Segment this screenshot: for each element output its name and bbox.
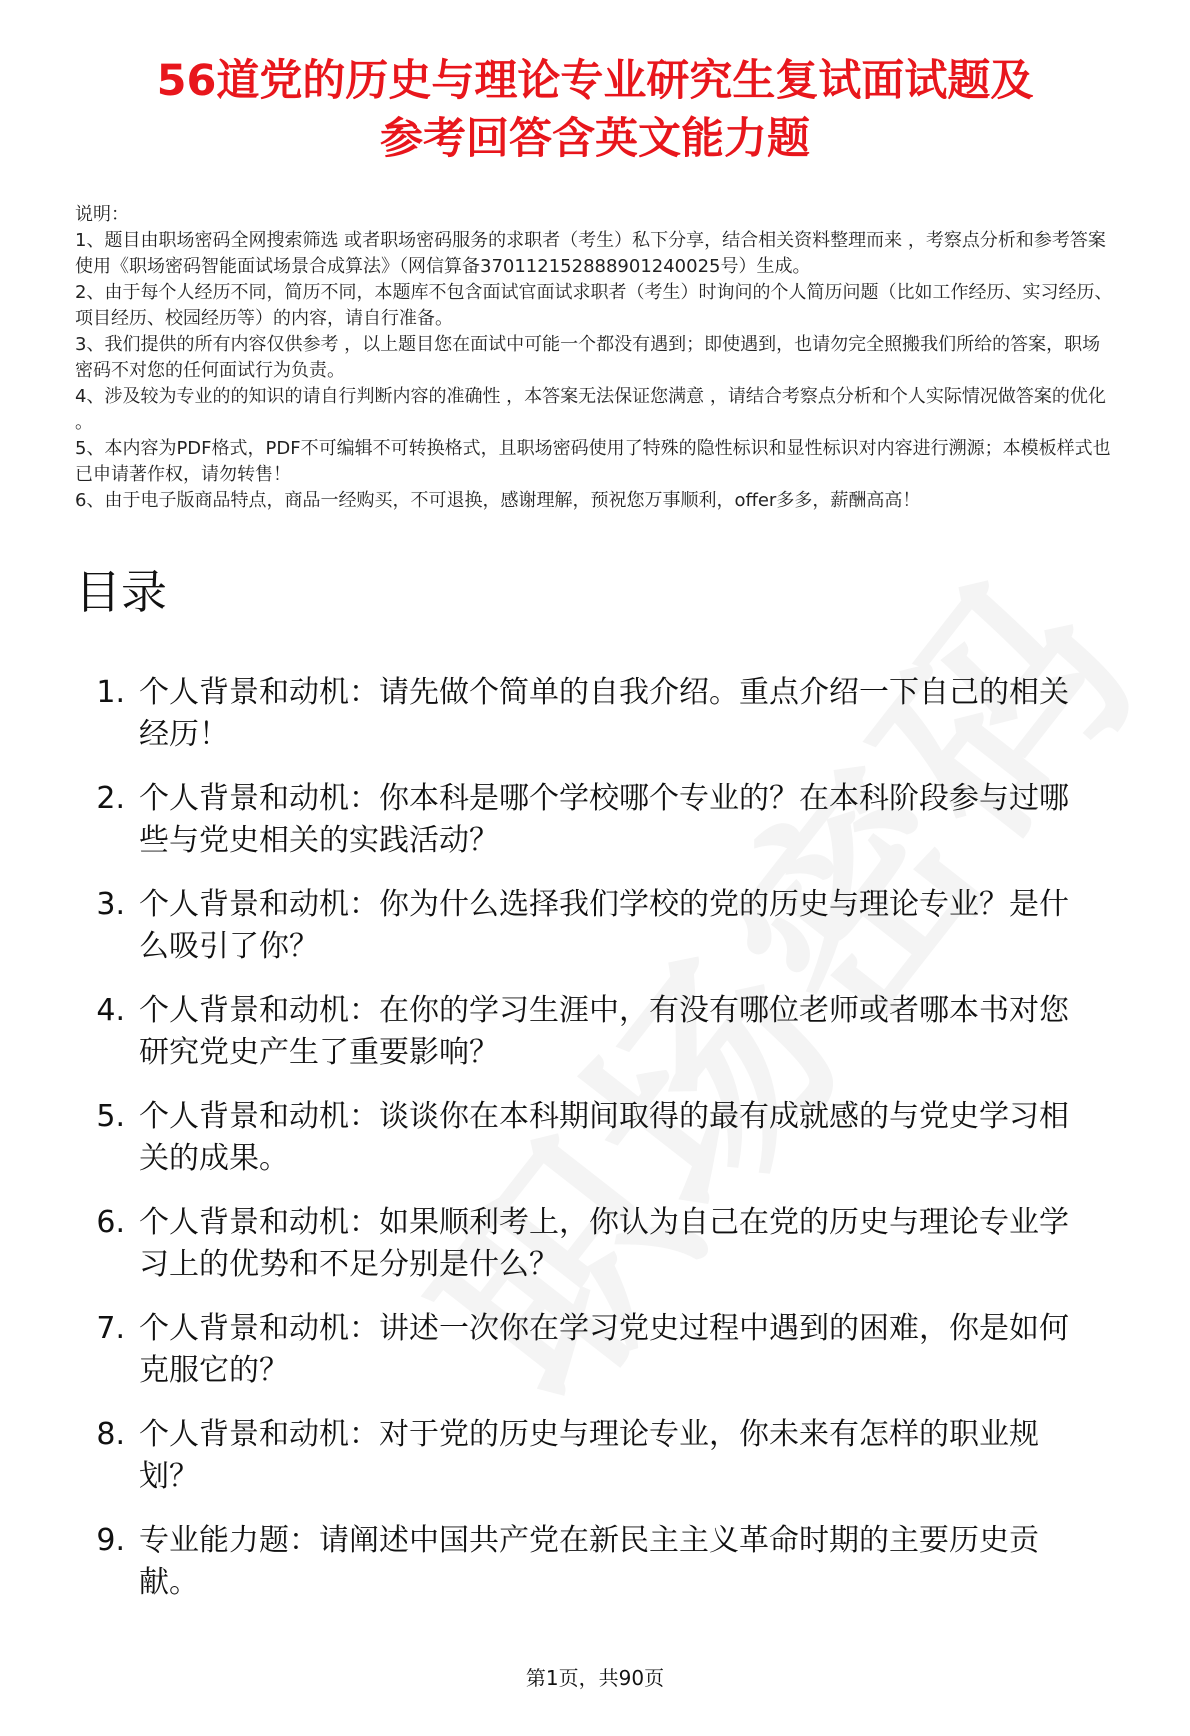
toc-heading: 目录 [75,565,167,619]
toc-item-text: 个人背景和动机：你为什么选择我们学校的党的历史与理论专业？是什么吸引了你？ [139,887,1069,964]
toc-list [75,672,1115,1604]
disclaimer-notes [75,202,1115,514]
document-page [0,52,1190,1604]
toc-item-text: 个人背景和动机：请先做个简单的自我介绍。重点介绍一下自己的相关经历！ [139,675,1069,752]
toc-item-number: 3. [96,887,125,922]
note-item: 6、由于电子版商品特点，商品一经购买，不可退换，感谢理解，预祝您万事顺利，offer多多，薪酬高高！ [75,490,921,511]
toc-item[interactable] [75,990,1115,1074]
document-title-line-2: 参考回答含英文能力题 [380,114,810,164]
toc-item[interactable] [75,884,1115,968]
toc-item[interactable] [75,672,1115,756]
toc-item[interactable] [75,1520,1115,1604]
document-title-line-1: 56道党的历史与理论专业研究生复试面试题及 [156,56,1034,106]
toc-item-text: 个人背景和动机：在你的学习生涯中，有没有哪位老师或者哪本书对您研究党史产生了重要影响？ [139,993,1069,1070]
toc-item-number: 9. [96,1523,125,1558]
notes-heading: 说明： [75,204,129,225]
toc-item[interactable] [75,1202,1115,1286]
toc-item-text: 个人背景和动机：谈谈你在本科期间取得的最有成就感的与党史学习相关的成果。 [139,1099,1069,1176]
toc-item-number: 2. [96,781,125,816]
toc-item-number: 6. [96,1205,125,1240]
toc-item-text: 个人背景和动机：对于党的历史与理论专业，你未来有怎样的职业规划？ [139,1417,1039,1494]
toc-item-number: 8. [96,1417,125,1452]
document-title [75,52,1115,168]
note-item: 2、由于每个人经历不同，简历不同，本题库不包含面试官面试求职者（考生）时询问的个人简历问题（比如工作经历、实习经历、项目经历、校园经历等）的内容，请自行准备。 [75,282,1113,329]
toc-item-text: 专业能力题：请阐述中国共产党在新民主主义革命时期的主要历史贡献。 [139,1523,1039,1600]
toc-item[interactable] [75,1096,1115,1180]
toc-item-text: 个人背景和动机：你本科是哪个学校哪个专业的？在本科阶段参与过哪些与党史相关的实践活动？ [139,781,1069,858]
note-item: 3、我们提供的所有内容仅供参考 ，以上题目您在面试中可能一个都没有遇到；即使遇到，也请勿完全照搬我们所给的答案，职场密码不对您的任何面试行为负责。 [75,334,1101,381]
toc-item[interactable] [75,778,1115,862]
note-item: 1、题目由职场密码全网搜索筛选 或者职场密码服务的求职者（考生）私下分享，结合相关资料整理而来 ，考察点分析和参考答案使用《职场密码智能面试场景合成算法》（网信算备370112152888901240025号）生成。 [75,230,1106,277]
toc-item[interactable] [75,1308,1115,1392]
toc-item-number: 5. [96,1099,125,1134]
note-item: 5、本内容为PDF格式，PDF不可编辑不可转换格式，且职场密码使用了特殊的隐性标识和显性标识对内容进行溯源；本模板样式也已申请著作权，请勿转售！ [75,438,1111,485]
toc-item-number: 4. [96,993,125,1028]
toc-item-number: 7. [96,1311,125,1346]
page-number-footer: 第1页，共90页 [525,1666,665,1690]
toc-item-number: 1. [96,675,125,710]
toc-item-text: 个人背景和动机：讲述一次你在学习党史过程中遇到的困难，你是如何克服它的？ [139,1311,1069,1388]
toc-item-text: 个人背景和动机：如果顺利考上，你认为自己在党的历史与理论专业学习上的优势和不足分别是什么？ [139,1205,1069,1282]
note-item: 4、涉及较为专业的的知识的请自行判断内容的准确性 ，本答案无法保证您满意 ，请结合考察点分析和个人实际情况做答案的优化 。 [75,386,1106,433]
toc-item[interactable] [75,1414,1115,1498]
